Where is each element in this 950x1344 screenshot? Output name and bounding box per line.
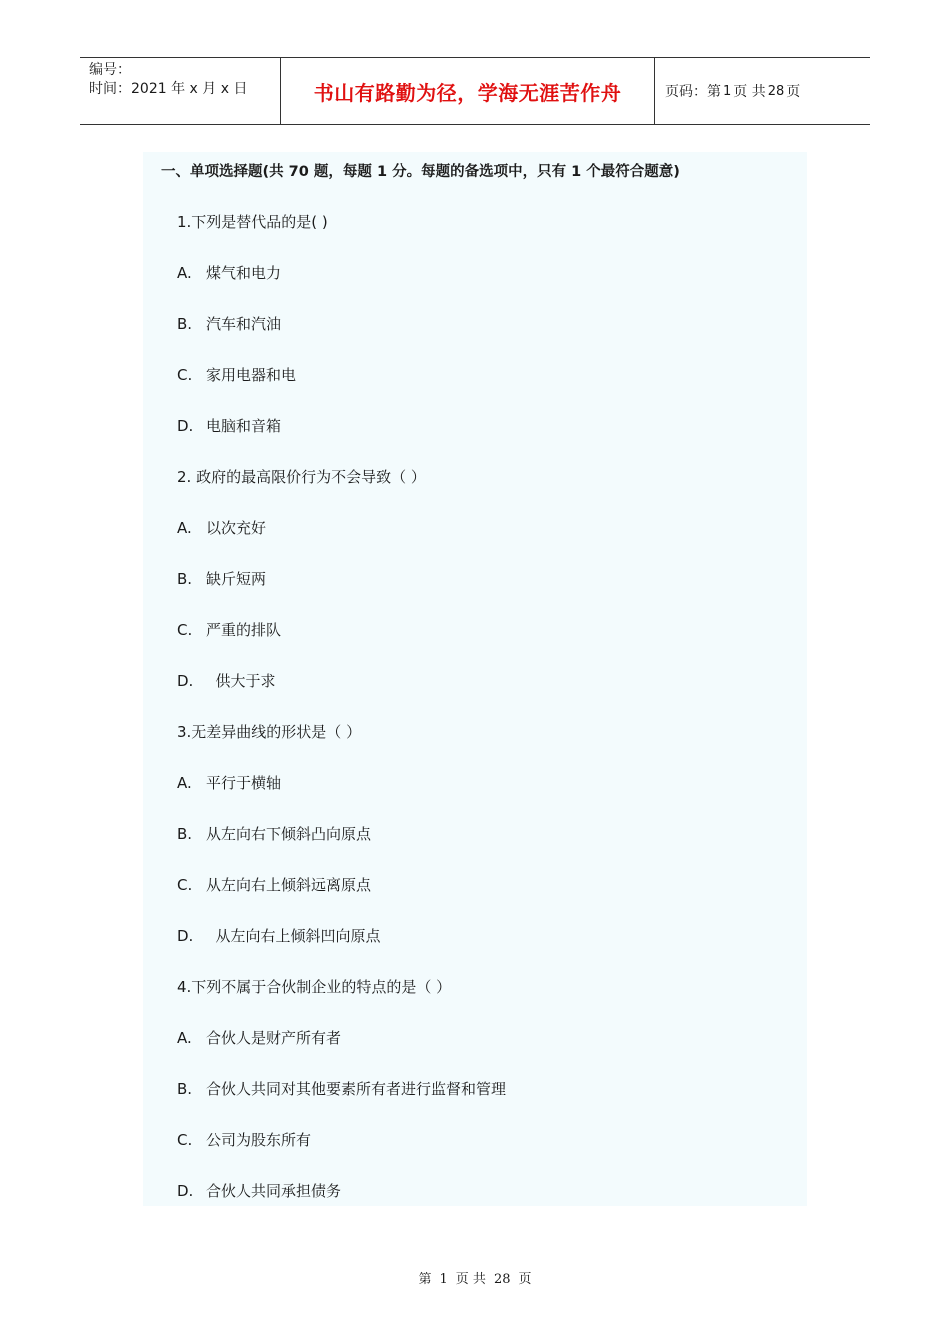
option-label: C. [177, 1131, 193, 1149]
answer-option [177, 619, 281, 640]
answer-option [177, 925, 381, 946]
footer-prefix: 第 [418, 1272, 432, 1287]
page-mid: 页 共 [733, 84, 766, 100]
question-text: 3.无差异曲线的形状是（ ） [177, 723, 362, 741]
option-text: 家用电器和电 [206, 366, 297, 384]
option-label: C. [177, 366, 193, 384]
option-text: 缺斤短两 [206, 570, 267, 588]
option-label: B. [177, 1080, 193, 1098]
option-text: 煤气和电力 [206, 264, 282, 282]
option-label: A. [177, 1029, 192, 1047]
option-text: 电脑和音箱 [206, 417, 282, 435]
answer-option [177, 874, 371, 895]
option-label: D. [177, 417, 194, 435]
answer-option [177, 772, 281, 793]
option-text: 严重的排队 [206, 621, 282, 639]
answer-option [177, 415, 281, 436]
header-motto: 书山有路勤为径，学海无涯苦作舟 [313, 80, 622, 105]
answer-option [177, 364, 296, 385]
option-label: D. [177, 927, 194, 945]
answer-option [177, 670, 276, 691]
question-text: 1.下列是替代品的是( ) [177, 213, 328, 231]
option-label: C. [177, 621, 193, 639]
option-label: D. [177, 1182, 194, 1200]
option-label: C. [177, 876, 193, 894]
footer-mid: 页 共 [455, 1272, 486, 1287]
header-meta-cell [80, 58, 281, 124]
option-text: 平行于横轴 [206, 774, 282, 792]
option-text: 合伙人是财产所有者 [206, 1029, 342, 1047]
header-motto-cell [281, 58, 655, 124]
footer-page: 1 [439, 1272, 448, 1287]
option-label: A. [177, 264, 192, 282]
answer-option [177, 313, 281, 334]
option-text: 汽车和汽油 [206, 315, 282, 333]
serial-number-label: 编号： [89, 62, 131, 78]
option-text: 从左向右下倾斜凸向原点 [206, 825, 372, 843]
option-label: B. [177, 825, 193, 843]
question-stem [177, 466, 426, 487]
question-text: 2. 政府的最高限价行为不会导致（ ） [177, 468, 426, 486]
question-area [143, 152, 807, 1206]
answer-option [177, 1180, 341, 1201]
answer-option [177, 1027, 341, 1048]
option-text: 公司为股东所有 [206, 1131, 312, 1149]
answer-option [177, 262, 281, 283]
option-text: 从左向右上倾斜凹向原点 [206, 927, 381, 945]
page-suffix: 页 [786, 84, 801, 100]
page-footer [0, 1268, 950, 1287]
answer-option [177, 1078, 506, 1099]
page-number: 1 [723, 83, 732, 99]
option-text: 供大于求 [206, 672, 276, 690]
page-total: 28 [767, 83, 785, 99]
question-stem [177, 721, 361, 742]
option-text: 以次充好 [206, 519, 267, 537]
answer-option [177, 823, 371, 844]
option-label: B. [177, 315, 193, 333]
section-title: 一、单项选择题(共 70 题，每题 1 分。每题的备选项中，只有 1 个最符合题意) [161, 164, 680, 180]
answer-option [177, 517, 266, 538]
option-label: D. [177, 672, 194, 690]
document-header [80, 57, 870, 125]
question-text: 4.下列不属于合伙制企业的特点的是（ ） [177, 978, 452, 996]
option-label: B. [177, 570, 193, 588]
header-page-cell [655, 58, 870, 124]
option-text: 从左向右上倾斜远离原点 [206, 876, 372, 894]
question-stem [177, 211, 328, 232]
option-text: 合伙人共同承担债务 [206, 1182, 342, 1200]
page-prefix: 页码：第 [665, 84, 721, 100]
option-label: A. [177, 774, 192, 792]
footer-total: 28 [493, 1272, 511, 1287]
footer-suffix: 页 [518, 1272, 532, 1287]
question-stem [177, 976, 451, 997]
option-text: 合伙人共同对其他要素所有者进行监督和管理 [206, 1080, 507, 1098]
answer-option [177, 568, 266, 589]
option-label: A. [177, 519, 192, 537]
answer-option [177, 1129, 311, 1150]
time-label: 时间：2021 年 x 月 x 日 [89, 81, 248, 97]
